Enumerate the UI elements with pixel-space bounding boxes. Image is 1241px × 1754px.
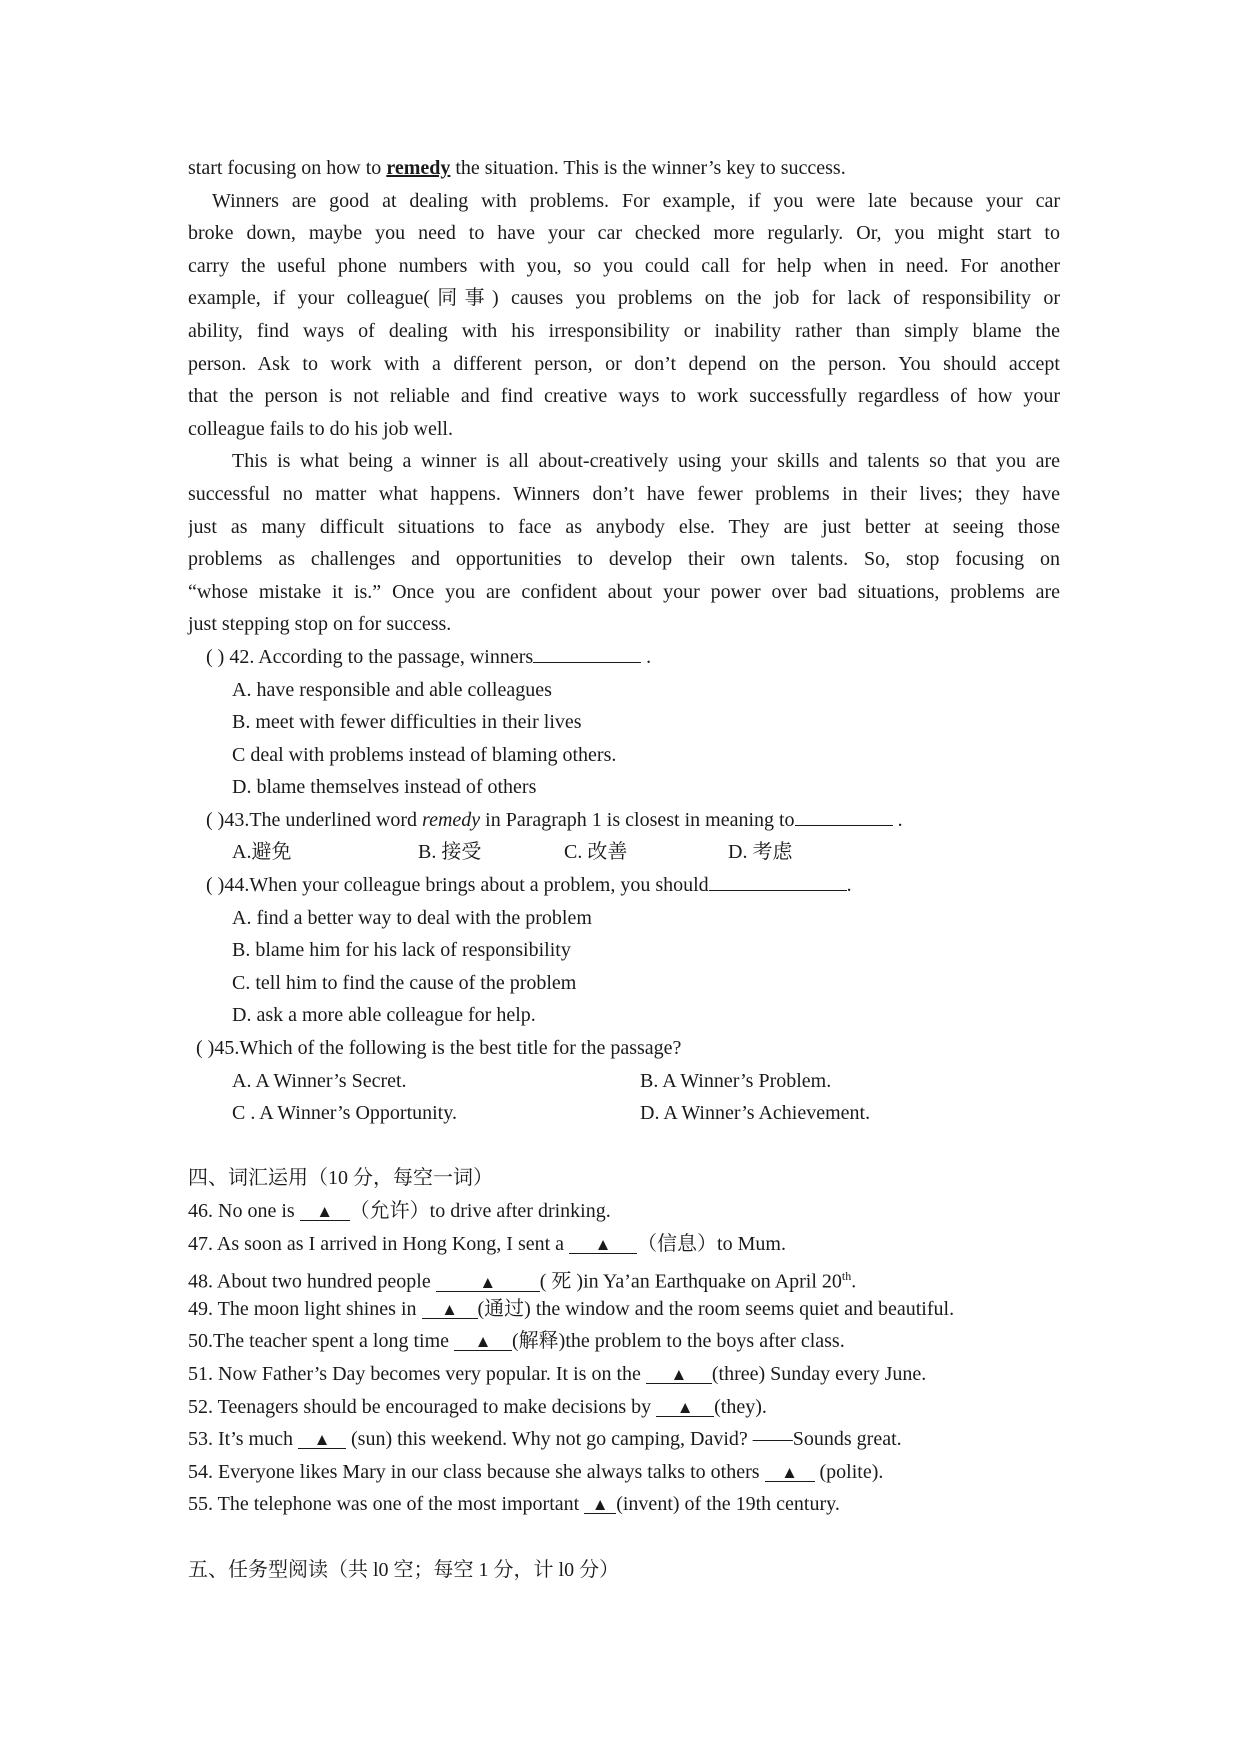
vocab-item-50: [188, 1325, 1060, 1358]
item-hint: （允许）to drive after drinking.: [349, 1200, 611, 1222]
section-4-heading: 四、词汇运用（10 分，每空一词）: [188, 1167, 493, 1190]
question-43: [188, 804, 1060, 837]
option-d: D. blame themselves instead of others: [232, 776, 537, 799]
passage-p1-line: ability, find ways of dealing with his irresponsibility or inability rather than simply blame the: [188, 319, 1060, 342]
punct: .: [641, 645, 652, 668]
answer-blank[interactable]: [533, 642, 641, 663]
item-hint: (sun) this weekend. Why not go camping, David? ——Sounds great.: [346, 1428, 902, 1451]
punct: .: [892, 808, 903, 831]
question-42: [188, 641, 1060, 674]
option-b: B. 接受: [418, 841, 482, 864]
options-row-45-1: [188, 1065, 1060, 1098]
item-hint: (three) Sunday every June.: [711, 1362, 927, 1385]
punct: .: [846, 874, 852, 897]
passage-line-0: [188, 152, 1060, 185]
passage-p1-line: example, if your colleague(同事) causes you problems on the job for lack of responsibility or: [188, 287, 1060, 310]
punct: .: [851, 1270, 857, 1293]
option-c: C deal with problems instead of blaming others.: [232, 743, 617, 766]
option-a: A. have responsible and able colleagues: [232, 678, 552, 701]
passage-p2-line: This is what being a winner is all about-creatively using your skills and talents so that you are: [232, 450, 1060, 473]
passage-p1-line: that the person is not reliable and find creative ways to work successfully regardless of how your: [188, 385, 1060, 408]
item-text: 48. About two hundred people: [188, 1270, 436, 1293]
option-c: C . A Winner’s Opportunity.: [232, 1102, 457, 1125]
item-hint: (解释)the problem to the boys after class.: [512, 1330, 845, 1353]
spacer: [188, 1521, 1060, 1554]
answer-blank[interactable]: ▲: [436, 1274, 540, 1292]
passage-text: the situation. This is the winner’s key to success.: [450, 157, 846, 179]
passage-text: start focusing on how to: [188, 157, 387, 179]
passage-p2-line: just stepping stop on for success.: [188, 613, 452, 636]
option-d: D. A Winner’s Achievement.: [640, 1102, 871, 1125]
answer-blank[interactable]: ▲: [584, 1496, 616, 1514]
answer-blank[interactable]: [795, 805, 893, 826]
vocab-item-53: [188, 1423, 1060, 1456]
vocab-item-48: [188, 1260, 1060, 1293]
question-stem: ( )43.The underlined word: [206, 808, 423, 831]
item-text: 46. No one is: [188, 1200, 300, 1222]
options-row-43: [188, 836, 1060, 869]
option-b: B. A Winner’s Problem.: [640, 1069, 832, 1092]
vocab-item-55: [188, 1488, 1060, 1521]
passage-p2-line: successful no matter what happens. Winners don’t have fewer problems in their lives; they have: [188, 482, 1060, 505]
item-hint: （信息）to Mum.: [637, 1232, 786, 1255]
vocab-item-52: [188, 1391, 1060, 1424]
answer-blank[interactable]: [709, 870, 847, 891]
vocab-item-47: [188, 1228, 1060, 1261]
item-text: 51. Now Father’s Day becomes very popular. It is on the: [188, 1362, 646, 1385]
section-5-heading: 五、任务型阅读（共 l0 空；每空 1 分，计 l0 分）: [188, 1558, 620, 1581]
underlined-word-remedy: remedy: [386, 157, 451, 179]
item-text: 53. It’s much: [188, 1428, 298, 1451]
option-a: A. find a better way to deal with the problem: [232, 906, 592, 929]
passage-p2-line: “whose mistake it is.” Once you are confident about your power over bad situations, problems are: [188, 580, 1060, 603]
item-text: 52. Teenagers should be encouraged to make decisions by: [188, 1395, 657, 1418]
item-text: 49. The moon light shines in: [188, 1297, 422, 1320]
option-b: B. blame him for his lack of responsibility: [232, 939, 571, 962]
item-text: 55. The telephone was one of the most important: [188, 1493, 585, 1516]
item-text: 54. Everyone likes Mary in our class because she always talks to others: [188, 1460, 765, 1483]
passage-p1-line: carry the useful phone numbers with you, so you could call for help when in need. For another: [188, 254, 1060, 277]
answer-blank[interactable]: ▲: [765, 1464, 815, 1482]
passage-p1-line: broke down, maybe you need to have your car checked more regularly. Or, you might start to: [188, 222, 1060, 245]
vocab-item-49: [188, 1293, 1060, 1326]
option-c: C. tell him to find the cause of the problem: [232, 971, 577, 994]
spacer: [188, 1130, 1060, 1163]
question-stem: ( ) 42. According to the passage, winners: [206, 645, 534, 668]
question-44: [188, 869, 1060, 902]
option-a: A.避免: [232, 841, 292, 864]
vocab-item-51: [188, 1358, 1060, 1391]
passage-p2-line: problems as challenges and opportunities to develop their own talents. So, stop focusing on: [188, 548, 1060, 571]
question-stem: ( )44.When your colleague brings about a problem, you should: [206, 874, 709, 897]
question-45: ( )45.Which of the following is the best title for the passage?: [196, 1037, 682, 1060]
answer-blank[interactable]: ▲: [300, 1203, 350, 1221]
option-c: C. 改善: [564, 841, 628, 864]
item-hint: (polite).: [814, 1460, 884, 1483]
passage-p1-line: person. Ask to work with a different person, or don’t depend on the person. You should accept: [188, 352, 1060, 375]
answer-blank[interactable]: ▲: [646, 1366, 712, 1384]
passage-p2-line: just as many difficult situations to face as anybody else. They are just better at seeing those: [188, 515, 1060, 538]
vocab-item-54: [188, 1456, 1060, 1489]
option-d: D. ask a more able colleague for help.: [232, 1004, 536, 1027]
options-row-45-2: [188, 1097, 1060, 1130]
item-text: 47. As soon as I arrived in Hong Kong, I sent a: [188, 1232, 570, 1255]
italic-word-remedy: remedy: [422, 808, 481, 831]
answer-blank[interactable]: ▲: [298, 1431, 346, 1449]
option-d: D. 考虑: [728, 841, 793, 864]
item-hint: (they).: [714, 1395, 767, 1418]
passage-p1-line: colleague fails to do his job well.: [188, 417, 453, 440]
exam-page: [188, 152, 1060, 1586]
passage-p1-line: Winners are good at dealing with problems. For example, if you were late because your car: [212, 189, 1060, 212]
answer-blank[interactable]: ▲: [454, 1333, 512, 1351]
superscript: th: [841, 1269, 852, 1284]
option-b: B. meet with fewer difficulties in their lives: [232, 711, 582, 734]
item-text: 50.The teacher spent a long time: [188, 1330, 455, 1353]
answer-blank[interactable]: ▲: [569, 1236, 637, 1254]
question-stem: in Paragraph 1 is closest in meaning to: [480, 808, 795, 831]
item-hint: (invent) of the 19th century.: [616, 1493, 840, 1516]
item-hint: ( 死 )in Ya’an Earthquake on April 20: [539, 1270, 842, 1293]
answer-blank[interactable]: ▲: [656, 1399, 714, 1417]
item-hint: (通过) the window and the room seems quiet and beautiful.: [477, 1297, 955, 1320]
option-a: A. A Winner’s Secret.: [232, 1069, 407, 1092]
vocab-item-46: [188, 1195, 1060, 1228]
answer-blank[interactable]: ▲: [422, 1301, 478, 1319]
